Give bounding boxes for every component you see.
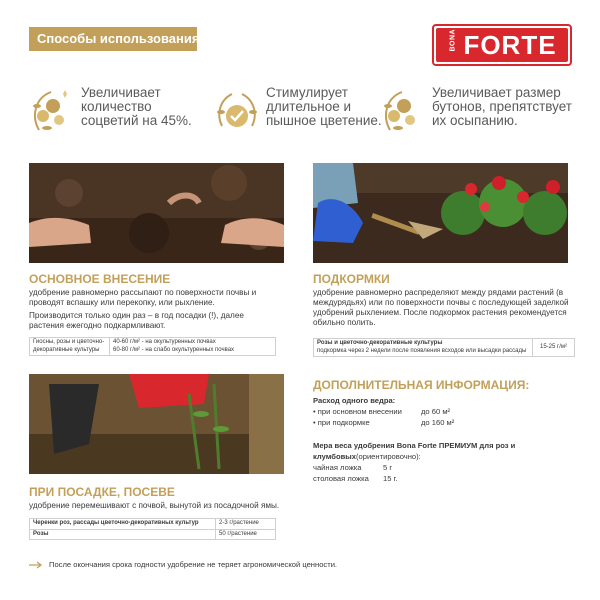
benefit-3-line-3: их осыпанию. <box>432 113 518 128</box>
logo-forte: FORTE <box>463 29 557 60</box>
extra-info-title: ДОПОЛНИТЕЛЬНАЯ ИНФОРМАЦИЯ: <box>313 378 530 392</box>
feeding-text: удобрение равномерно распределяют между рядами растений (в междурядьях) или по поверхности почвы с последующей заделкой удобрений рыхлением. После подкормок растения рекомендуется обильно полить. <box>313 288 569 327</box>
bucket-title: Расход одного ведра: <box>313 396 396 405</box>
footer-text: После окончания срока годности удобрение не теряет агрономической ценности. <box>49 560 338 569</box>
list-item <box>313 473 573 484</box>
benefit-1 <box>29 86 199 146</box>
table-cell: Гиосны, розы и цветочно-декоративные культуры <box>30 338 110 356</box>
benefit-1-line-2: количество <box>81 99 152 114</box>
benefit-2-line-3: пышное цветение. <box>266 113 382 128</box>
benefit-1-line-3: соцветий на 45%. <box>81 113 192 128</box>
table-row <box>30 529 276 540</box>
bucket-row-value: до 60 м² <box>421 407 451 416</box>
feeding-table-value: 15-25 г/м² <box>533 339 575 357</box>
list-item <box>313 462 573 473</box>
table-cell: Черенки роз, рассады цветочно-декоративных культур <box>30 519 216 530</box>
main-application-text-1: удобрение равномерно рассыпают по поверхности почвы и проводят вспашку или перекопку, или рыхление. <box>29 288 257 307</box>
benefit-1-line-1: Увеличивает <box>81 85 161 100</box>
section-header: Способы использования <box>29 27 197 51</box>
table-row <box>314 339 575 357</box>
benefit-3 <box>380 86 580 146</box>
planting-roses-photo <box>313 163 568 263</box>
benefit-2 <box>214 86 384 146</box>
table-cell: 50 г/растение <box>216 529 276 540</box>
bucket-row-label: • при подкормке <box>313 418 370 427</box>
feeding-title: ПОДКОРМКИ <box>313 272 390 286</box>
table-cell: 40-60 г/м² - на окультуренных почвах 60-80 г/м² - на слабо окультуренных почвах <box>110 338 276 356</box>
planting-text: удобрение перемешивают с почвой, вынутой из посадочной ямы. <box>29 501 280 510</box>
list-item <box>313 417 513 428</box>
measure-info <box>313 440 573 484</box>
measure-row-value: 5 г <box>383 463 393 472</box>
measure-row-value: 15 г. <box>383 474 398 483</box>
arrow-right-icon <box>29 561 43 569</box>
check-wreath-icon <box>214 86 260 136</box>
planting-shovel-photo <box>29 374 284 474</box>
benefit-2-line-1: Стимулирует <box>266 85 348 100</box>
measure-title: Мера веса удобрения Bona Forte ПРЕМИУМ для роз и клумбовых <box>313 441 516 461</box>
bucket-row-label: • при основном внесении <box>313 407 402 416</box>
soil-hands-photo <box>29 163 284 263</box>
table-cell: 2-3 г/растение <box>216 519 276 530</box>
benefit-3-line-2: бутонов, препятствует <box>432 99 572 114</box>
list-item <box>313 406 513 417</box>
feeding-table-crop: Розы и цветочно-декоративные культуры <box>317 340 443 346</box>
footer-note <box>29 560 337 569</box>
planting-title: ПРИ ПОСАДКЕ, ПОСЕВЕ <box>29 485 175 499</box>
feeding-table-timing: подкормка через 2 недели после появления всходов или высадки рассады <box>317 347 527 354</box>
feeding-table <box>313 338 575 357</box>
table-row <box>30 519 276 530</box>
table-row <box>30 338 276 356</box>
logo-bona: BONA <box>449 28 457 51</box>
table-cell: Розы <box>30 529 216 540</box>
planting-table <box>29 518 276 540</box>
measure-note: (ориентировочно): <box>355 452 421 461</box>
main-application-text-2: Производится только один раз – в год посадки (!), далее растения ежегодно подкармливают. <box>29 311 244 330</box>
benefit-2-line-2: длительное и <box>266 99 352 114</box>
bucket-rate <box>313 395 513 428</box>
benefit-3-line-1: Увеличивает размер <box>432 85 561 100</box>
rose-wreath-icon <box>380 86 426 136</box>
bucket-row-value: до 160 м² <box>421 418 455 427</box>
bona-forte-logo <box>432 24 572 66</box>
main-application-table <box>29 337 276 356</box>
main-application-title: ОСНОВНОЕ ВНЕСЕНИЕ <box>29 272 171 286</box>
rose-wreath-icon <box>29 86 75 136</box>
table-cell <box>314 339 533 357</box>
measure-row-label: столовая ложка <box>313 474 369 483</box>
measure-row-label: чайная ложка <box>313 463 362 472</box>
